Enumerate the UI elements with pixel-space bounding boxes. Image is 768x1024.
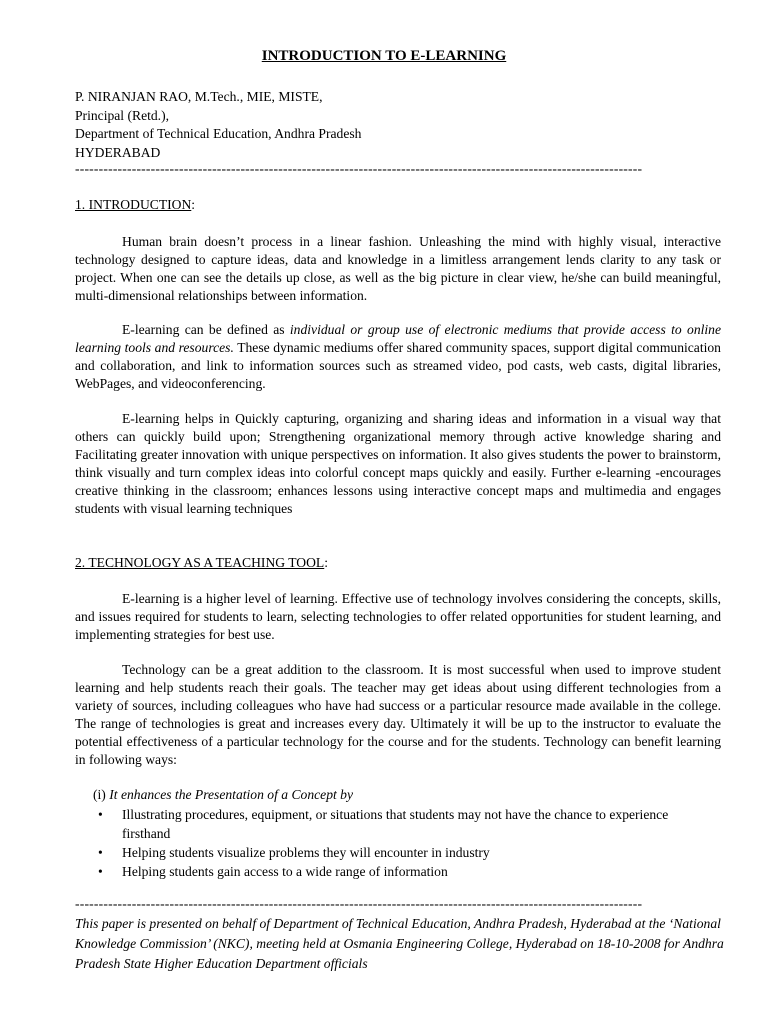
section-heading-text: 1. INTRODUCTION (75, 197, 192, 212)
paragraph-text: Human brain doesn’t process in a linear fashion. Unleashing the mind with highly visual, interactive technology designed to capture ideas, data and knowledge in a limitless arrangement lends clarity to any task or project. When one can see the details up close, as well as the big picture in clear view, he/she can build meaningful, multi-dimensional relationships between information. (75, 234, 721, 303)
bullet-icon: • (98, 807, 103, 822)
paragraph (75, 410, 721, 518)
paragraph-text: E-learning is a higher level of learning. Effective use of technology involves considering the concepts, skills, and issues required for students to learn, selecting technologies to offer related opportunities for student learning, and implementing strategies for best use. (75, 591, 721, 642)
paragraph (75, 590, 721, 644)
bullet-icon: • (98, 844, 103, 860)
list-item-text: Helping students visualize problems they will encounter in industry (122, 844, 490, 860)
paragraph-text: E-learning helps in Quickly capturing, organizing and sharing ideas and information in a visual way that others can quickly build upon; Strengthening organizational memory through active knowledge sharing and Facilitating greater innovation with unique perspectives on information. It also gives students the power to brainstorm, think visually and turn complex ideas into colorful concept maps quickly and easily. Further e-learning -encourages creative thinking in the classroom; enhances lessons using interactive concept maps and multimedia and engages students with visual learning techniques (75, 411, 721, 516)
bullet-list (98, 806, 698, 882)
separator-bottom: ------------------------------------------------------------------------------------------------------------------------ (75, 896, 643, 911)
list-caption-text: It enhances the Presentation of a Concept by (109, 787, 353, 802)
list-item-text: Illustrating procedures, equipment, or situations that students may not have the chance to experience firsthand (122, 807, 669, 841)
paragraph (75, 233, 721, 305)
paragraph-text: Technology can be a great addition to the classroom. It is most successful when used to improve student learning and help students reach their goals. The teacher may get ideas about using different technologies from a variety of sources, including colleagues who have had success or a particular resource made available in the college. The range of technologies is great and increases every day. Ultimately it will be up to the instructor to evaluate the potential effectiveness of a particular technology for the course and for the students. Technology can benefit learning in following ways: (75, 662, 721, 767)
section-heading-colon: : (191, 197, 196, 212)
paragraph-text: These dynamic mediums offer shared community spaces, support digital communication and collaboration, and link to information sources such as streamed video, pod casts, web casts, digital libraries, WebPages, and videoconferencing. (75, 340, 721, 391)
author-position: Principal (Retd.), (75, 107, 170, 123)
definition-emphasis: individual or group use of electronic mediums that provide access to online learning tools and resources. (75, 322, 721, 355)
paragraph (75, 661, 721, 769)
list-item (98, 806, 698, 843)
list-item-text: Helping students gain access to a wide range of information (122, 863, 448, 879)
document-title: INTRODUCTION TO E-LEARNING (261, 48, 507, 64)
section-heading-technology (75, 554, 328, 572)
author-department: Department of Technical Education, Andhra Pradesh (75, 126, 362, 141)
list-caption (93, 786, 353, 804)
author-name: P. NIRANJAN RAO, M.Tech., MIE, MISTE, (75, 89, 323, 104)
list-item (98, 863, 698, 882)
separator-top: ------------------------------------------------------------------------------------------------------------------------ (75, 161, 643, 176)
author-city: HYDERABAD (75, 144, 161, 160)
section-heading-colon: : (324, 555, 329, 570)
list-item (98, 844, 698, 863)
paragraph (75, 321, 721, 393)
bullet-icon: • (98, 863, 103, 879)
section-heading-introduction (75, 196, 195, 214)
author-block (75, 88, 361, 162)
footnote: This paper is presented on behalf of Department of Technical Education, Andhra Pradesh, Hyderabad at the ‘National Knowledge Commission’ (NKC), meeting held at Osmania Engineering College, Hyderabad on 18-10-2008 for Andhra Pradesh State Higher Education Department officials (75, 916, 724, 971)
paragraph-text: E-learning can be defined as (122, 322, 290, 337)
section-heading-text: 2. TECHNOLOGY AS A TEACHING TOOL (75, 555, 325, 570)
list-marker: (i) (93, 787, 106, 802)
